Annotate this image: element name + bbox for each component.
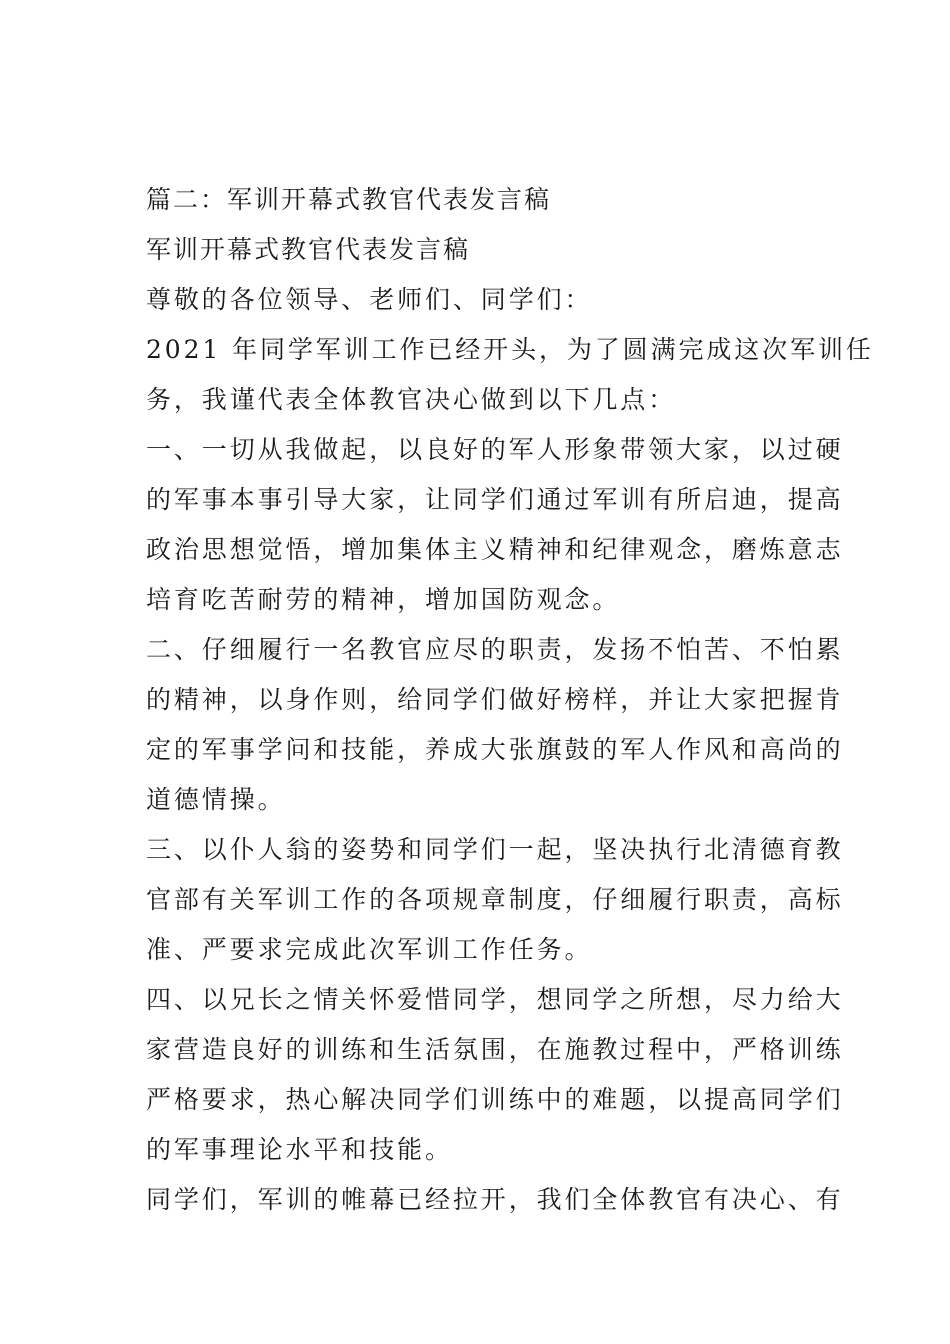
body-line: 三、以仆人翁的姿势和同学们一起，坚决执行北清德育教 <box>146 835 844 864</box>
speech-title: 军训开幕式教官代表发言稿 <box>146 235 471 264</box>
body-line: 的精神，以身作则，给同学们做好榜样，并让大家把握肯 <box>146 685 844 714</box>
body-line: 准、严要求完成此次军训工作任务。 <box>146 935 593 964</box>
body-line: 政治思想觉悟，增加集体主义精神和纪律观念，磨炼意志 <box>146 535 844 564</box>
salutation: 尊敬的各位领导、老师们、同学们： <box>146 285 593 314</box>
body-line: 培育吃苦耐劳的精神，增加国防观念。 <box>146 585 621 614</box>
body-line: 二、仔细履行一名教官应尽的职责，发扬不怕苦、不怕累 <box>146 635 844 664</box>
body-line: 务，我谨代表全体教官决心做到以下几点： <box>146 385 677 414</box>
body-line: 一、一切从我做起，以良好的军人形象带领大家，以过硬 <box>146 435 844 464</box>
section-heading: 篇二：军训开幕式教官代表发言稿 <box>146 185 552 214</box>
body-line: 同学们，军训的帷幕已经拉开，我们全体教官有决心、有 <box>146 1185 844 1214</box>
body-line: 定的军事学问和技能，养成大张旗鼓的军人作风和高尚的 <box>146 735 844 764</box>
body-line: 的军事理论水平和技能。 <box>146 1135 453 1164</box>
body-line: 2021 年同学军训工作已经开头，为了圆满完成这次军训任 <box>146 335 874 364</box>
body-line: 家营造良好的训练和生活氛围，在施教过程中，严格训练 <box>146 1035 844 1064</box>
body-line: 严格要求，热心解决同学们训练中的难题，以提高同学们 <box>146 1085 844 1114</box>
body-line: 四、以兄长之情关怀爱惜同学，想同学之所想，尽力给大 <box>146 985 844 1014</box>
body-line: 官部有关军训工作的各项规章制度，仔细履行职责，高标 <box>146 885 844 914</box>
body-line: 的军事本事引导大家，让同学们通过军训有所启迪，提高 <box>146 485 844 514</box>
body-line: 道德情操。 <box>146 785 286 814</box>
